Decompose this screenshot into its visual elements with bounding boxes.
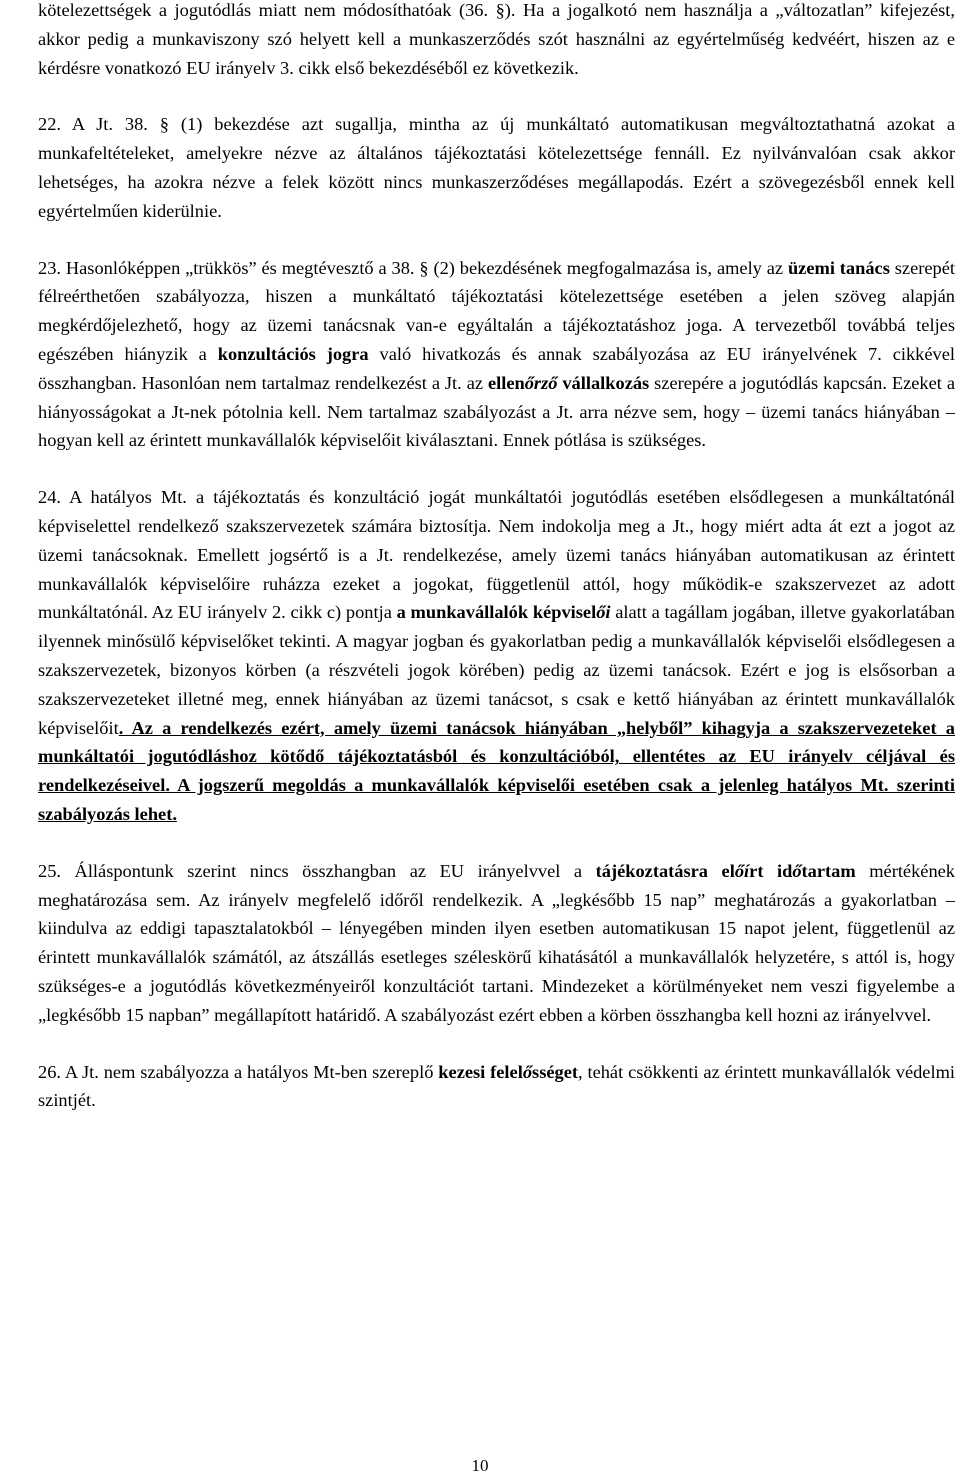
p24-underlined-bold: . Az a rendelkezés ezért, amely üzemi tanácsok hiányában „helyből” kihagyja a szakszervezeteket a munkáltatói jogutódláshoz kötődő tájékoztatásból és konzultációból, ellentétes az EU irányelv céljával és rendelkezéseivel. A jogszerű megoldás a munkavállalók képviselői esetében csak a jelenleg hatályos Mt. szerinti szabályozás lehet. [38,717,955,824]
p25-bold-5: tartam [801,860,856,881]
paragraph-22: 22. A Jt. 38. § (1) bekezdése azt sugallja, mintha az új munkáltató automatikusan megváltoztathatná azokat a munkafeltételeket, amelyekre nézve az általános tájékoztatási kötelezettsége fennáll. Ez nyilvánvalóan csak akkor lehetséges, ha azokra nézve a felek között nincs munkaszerződéses megállapodás. Ezért a szövegezésből ennek kell egyértelműen kiderülnie. [38,114,955,221]
p25-text-c: mértékének meghatározása sem. Az irányelv megfelelő időről rendelkezik. A „legkésőbb 15 nap” meghatározás a gyakorlatban – kiindulva az eddigi tapasztalatokból – lényegében minden ilyen esetben automatikusan 15 napot jelent, függetlenül az érintett munkavállalók számától, az átszállás esetleges széleskörű kihatásától a munkavállalók helyzetére, s attól is, hogy szükséges-e a jogutódlás következményeiről konzultációt tartani. Mindezeket a körülményeket nem veszi figyelembe a „legkésőbb 15 napban” megállapított határidő. A szabályozást ezért ebben a körben összhangba kell hozni az irányelvvel. [38,860,956,1025]
p25-text-a: 25. Álláspontunk szerint nincs összhangban az EU irányelvvel a [38,860,596,881]
paragraph-26 [38,1058,955,1116]
p26-bold-3: sséget [532,1061,578,1082]
p25-bold-italic-2: őí [734,860,750,881]
p25-bold-1: tájékoztatásra el [595,860,735,881]
p23-text-e: szerepére a jogutódlás kapcsán. Ezeket a hiányosságokat a Jt-nek pótolnia kell. Nem tartalmaz szabályozást a Jt. arra nézve sem, hogy – üzemi tanács hiányában – hogyan kell az érintett munkavállalók képviselőit kiválasztani. Ennek pótlása is szükséges. [38,372,955,451]
p23-text-a: 23. Hasonlóképpen „trükkös” és megtévesztő a 38. § (2) bekezdésének megfogalmazása is, amely az [38,257,788,278]
paragraph-23 [38,254,955,456]
p23-bold-ellenorzo-b: őrző [524,372,558,393]
p24-text-a: 24. A hatályos Mt. a tájékoztatás és konzultáció jogát munkáltatói jogutódlás esetében elsődlegesen a munkáltatónál képviselettel rendelkező szakszervezetek számára biztosítja. Nem indokolja meg a Jt., hogy miért adta át ezt a jogot az üzemi tanácsoknak. Emellett jogsértő is a Jt. rendelkezése, amely üzemi tanács hiányában automatikusan az érintett munkavállalók képviselőire ruházza ezeket a jogokat, függetlenül attól, hogy működik-e szakszervezet az adott munkáltatónál. Az EU irányelv 2. cikk c) pontja [38,487,955,623]
paragraph-25 [38,857,955,1030]
p24-bold-munkavallalok-kepviseloi: a munkavállalók képvisel [396,602,597,623]
page-number: 10 [471,1456,489,1475]
p26-bold-italic-2: ő [522,1061,533,1082]
p24-bold-italic-oi: ői [596,602,611,623]
p23-bold-vallalkozas: vállalkozás [557,372,650,393]
p24-text-c: alatt a tagállam jogában, illetve gyakorlatában ilyennek minősülő képviselőket tekinti. A magyar jogban és gyakorlatban pedig a munkavállalók képviselői elsődlegesen a szakszervezetek, bizonyos körben (a részvételi jogok körében) pedig az üzemi tanácsok. Ezért e jog is elsősorban a szakszervezeteket illetné meg, ennek hiányában az üzemi tanácsot, s csak e kettő hiányában az érintett munkavállalók képviselőit [38,602,955,738]
p25-bold-3: rt id [749,860,793,881]
p25-bold-italic-4: ő [792,860,802,881]
p26-text-c: , tehát csökkenti az érintett munkavállalók védelmi szintjét. [38,1061,955,1111]
p26-bold-1: kezesi felel [438,1061,523,1082]
p23-text-d: való hivatkozás és annak szabályozása az EU irányelvének 7. cikkével összhangban. Hasonlóan nem tartalmaz rendelkezést a Jt. az [38,343,955,393]
p23-text-c: szerepét félreérthetően szabályozza, hiszen a munkáltató tájékoztatási kötelezettsége esetében a jelen szöveg alapján megkérdőjelezhető, hogy az üzemi tanácsnak van-e egyáltalán a tájékoztatáshoz joga. A tervezetből továbbá teljes egészében hiányzik a [38,257,955,364]
p23-bold-ellenorzo-a: ellen [487,372,525,393]
p23-bold-uzemi-tanacs: üzemi tanács [787,257,890,278]
p26-text-a: 26. A Jt. nem szabályozza a hatályos Mt-ben szereplő [38,1061,439,1082]
intro-paragraph: kötelezettségek a jogutódlás miatt nem módosíthatóak (36. §). Ha a jogalkotó nem használja a „változatlan” kifejezést, akkor pedig a munkaviszony szó helyett kell a munkaszerződés szót használni az egyértelműség kedvéért, hiszen az e kérdésre vonatkozó EU irányelv 3. cikk első bekezdéséből ez következik. [38,0,955,78]
p23-bold-konzultacios-jogra: konzultációs jogra [217,343,369,364]
document-page [38,0,955,1143]
paragraph-24 [38,483,955,829]
